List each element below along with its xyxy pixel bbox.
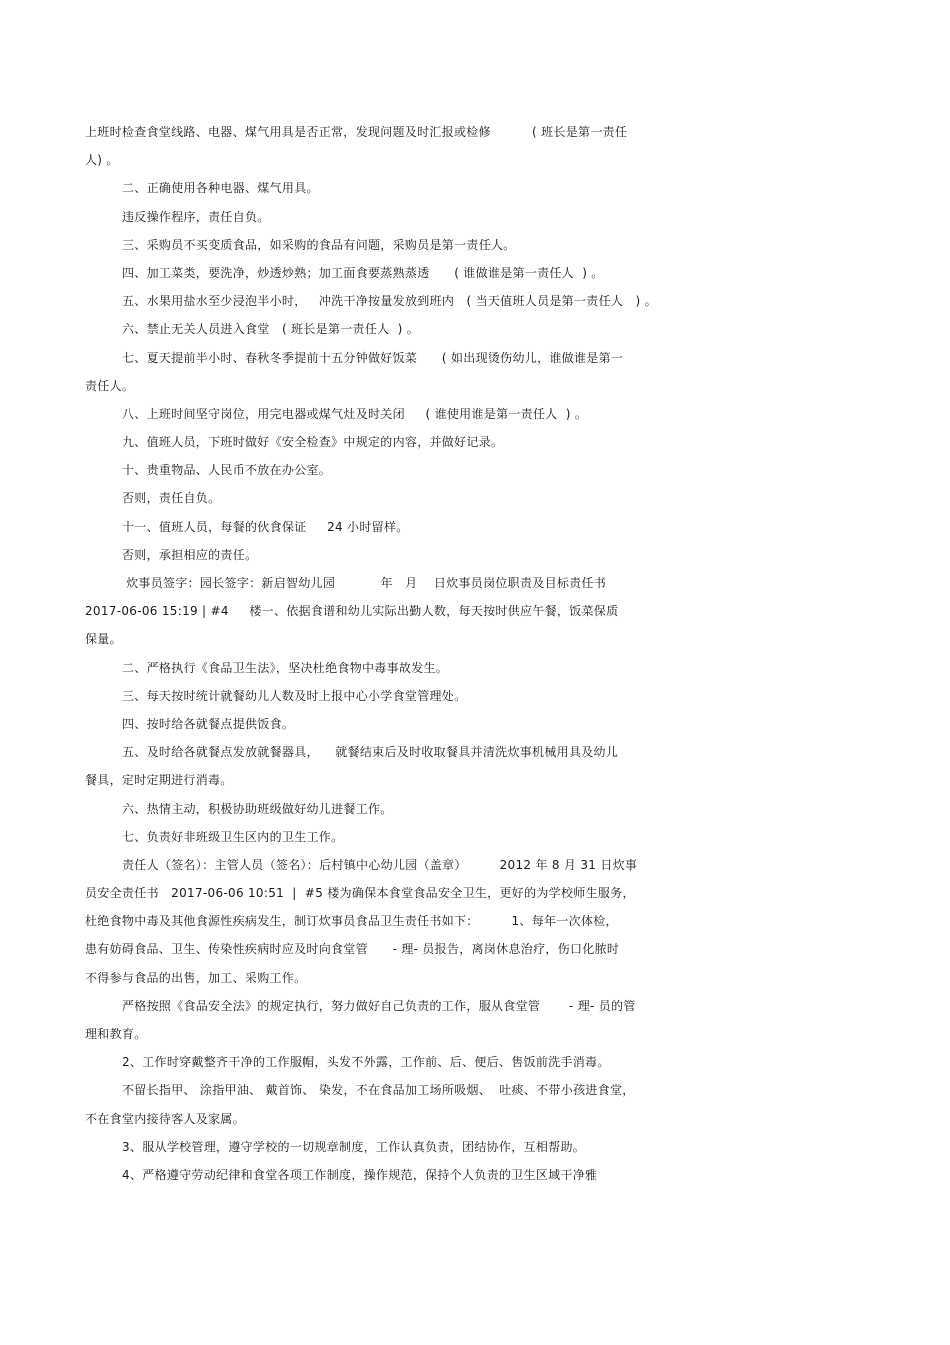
text-line: 炊事员签字：园长签字：新启智幼儿园 年 月 日炊事员岗位职责及目标责任书 bbox=[122, 576, 607, 590]
text-line: 五、及时给各就餐点发放就餐器具， 就餐结束后及时收取餐具并清洗炊事机械用具及幼儿 bbox=[122, 745, 619, 760]
text-line: 责任人（签名）：主管人员（签名）：后村镇中心幼儿园（盖章） 2012 年 8 月 31 日炊事 bbox=[122, 857, 638, 872]
document-body bbox=[85, 118, 875, 1189]
text-line: 餐具，定时定期进行消毒。 bbox=[85, 773, 233, 788]
text-line: 理和教育。 bbox=[85, 1027, 147, 1041]
text-line: 八、上班时间坚守岗位，用完电器或煤气灶及时关闭 ( 谁使用谁是第一责任人 ) 。 bbox=[122, 406, 588, 421]
text-line: 七、负责好非班级卫生区内的卫生工作。 bbox=[122, 829, 344, 844]
text-line: 上班时检查食堂线路、电器、煤气用具是否正常，发现问题及时汇报或检修 ( 班长是第一责任 bbox=[85, 125, 628, 139]
text-line: 2、工作时穿戴整齐干净的工作服帽，头发不外露，工作前、后、便后、售饭前洗手消毒。 bbox=[122, 1055, 610, 1070]
text-line: 三、采购员不买变质食品，如采购的食品有问题，采购员是第一责任人。 bbox=[122, 237, 516, 252]
text-line: 七、夏天提前半小时、春秋冬季提前十五分钟做好饭菜 ( 如出现烫伤幼儿，谁做谁是第一 bbox=[122, 350, 624, 365]
text-line: 否则，承担相应的责任。 bbox=[122, 547, 258, 562]
text-line: 九、值班人员，下班时做好《安全检查》中规定的内容，并做好记录。 bbox=[122, 435, 504, 450]
text-line: 严格按照《食品安全法》的规定执行，努力做好自己负责的工作，服从食堂管 - 理- 员的管 bbox=[122, 998, 636, 1013]
text-line: 五、水果用盐水至少浸泡半小时， 冲洗干净按量发放到班内 ( 当天值班人员是第一责任人 ) 。 bbox=[122, 294, 657, 309]
text-line: 患有妨碍食品、卫生、传染性疾病时应及时向食堂管 - 理- 员报告，离岗休息治疗，伤口化脓时 bbox=[85, 942, 620, 957]
text-line: 2017-06-06 15:19 | #4 楼一、依据食谱和幼儿实际出勤人数，每天按时供应午餐，饭菜保质 bbox=[85, 604, 619, 619]
text-line: 四、按时给各就餐点提供饭食。 bbox=[122, 716, 295, 731]
text-line: 三、每天按时统计就餐幼儿人数及时上报中心小学食堂管理处。 bbox=[122, 688, 467, 703]
text-line: 不在食堂内接待客人及家属。 bbox=[85, 1111, 245, 1126]
text-line: 保量。 bbox=[85, 632, 122, 647]
text-line: 杜绝食物中毒及其他食源性疾病发生，制订炊事员食品卫生责任书如下： 1、每年一次体检， bbox=[85, 914, 618, 929]
text-line: 违反操作程序，责任自负。 bbox=[122, 209, 270, 224]
text-line: 4、严格遵守劳动纪律和食堂各项工作制度，操作规范，保持个人负责的卫生区域干净雅 bbox=[122, 1167, 598, 1182]
text-line: 六、热情主动，积极协助班级做好幼儿进餐工作。 bbox=[122, 801, 393, 816]
text-line: 二、严格执行《食品卫生法》，坚决杜绝食物中毒事故发生。 bbox=[122, 660, 449, 675]
text-line: 十、贵重物品、人民币不放在办公室。 bbox=[122, 463, 332, 478]
text-line: 四、加工菜类，要洗净，炒透炒熟；加工面食要蒸熟蒸透 ( 谁做谁是第一责任人 ) 。 bbox=[122, 265, 604, 280]
text-line: 不得参与食品的出售，加工、采购工作。 bbox=[85, 970, 307, 985]
text-line: 二、正确使用各种电器、煤气用具。 bbox=[122, 181, 319, 196]
text-line: 六、禁止无关人员进入食堂 ( 班长是第一责任人 ) 。 bbox=[122, 322, 420, 337]
text-line: 责任人。 bbox=[85, 378, 135, 393]
text-line: 员安全责任书 2017-06-06 10:51 | #5 楼为确保本食堂食品安全卫生，更好的为学校师生服务， bbox=[85, 886, 635, 901]
text-line: 不留长指甲、 涂指甲油、 戴首饰、 染发，不在食品加工场所吸烟、 吐痰、不带小孩进食堂， bbox=[122, 1083, 635, 1098]
text-line: 人) 。 bbox=[85, 153, 119, 168]
text-line: 否则，责任自负。 bbox=[122, 491, 221, 506]
text-line: 十一、值班人员，每餐的伙食保证 24 小时留样。 bbox=[122, 519, 409, 534]
text-line: 3、服从学校管理，遵守学校的一切规章制度，工作认真负责，团结协作，互相帮助。 bbox=[122, 1139, 586, 1154]
